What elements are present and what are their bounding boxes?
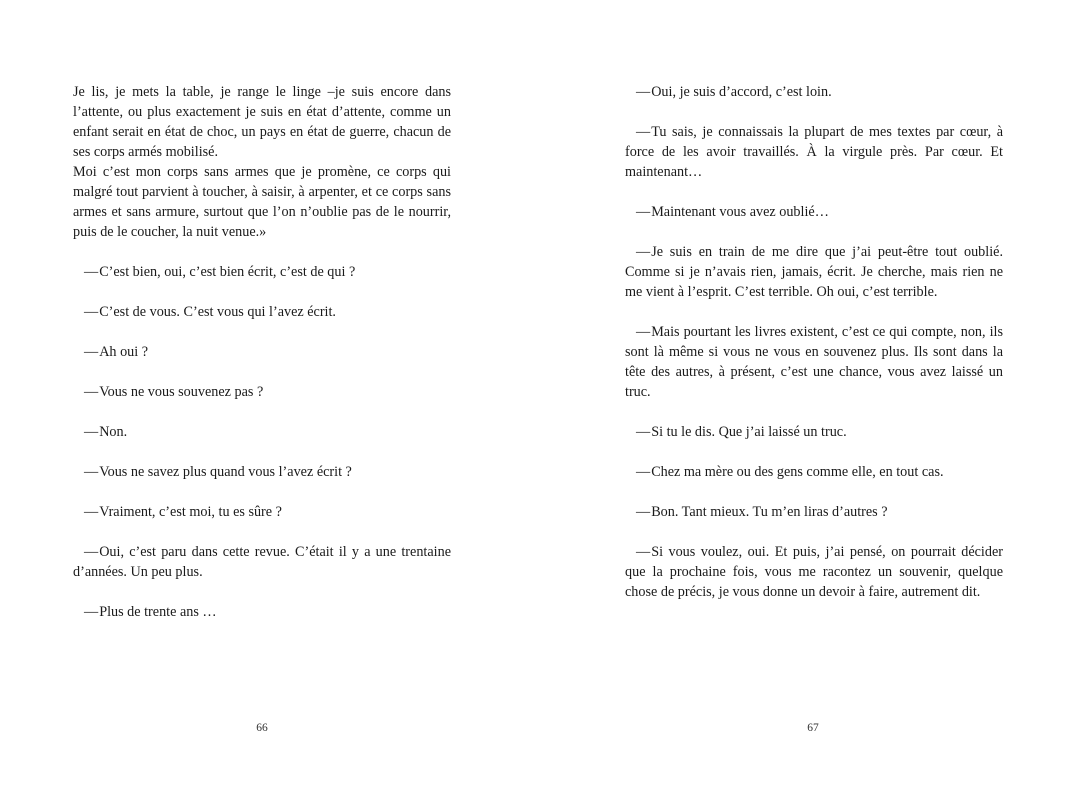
dialogue-line (73, 342, 451, 362)
dialogue-line (625, 82, 1003, 102)
dialogue-text: Bon. Tant mieux. Tu m’en liras d’autres ? (651, 504, 888, 520)
em-dash: — (636, 464, 651, 480)
em-dash: — (636, 504, 651, 520)
dialogue-line (625, 322, 1003, 402)
em-dash: — (636, 544, 651, 560)
dialogue-text: Oui, c’est paru dans cette revue. C’était il y a une trentaine d’années. Un peu plus. (73, 544, 451, 580)
narrative-paragraph: Moi c’est mon corps sans armes que je promène, ce corps qui malgré tout parvient à toucher, à saisir, à arpenter, et ce corps sans armes et sans armure, surtout que l’on n’oublie pas de le nourrir, puis de le coucher, la nuit venue.» (73, 164, 451, 240)
dialogue-line (625, 542, 1003, 602)
dialogue-text: Vous ne vous souvenez pas ? (99, 384, 264, 400)
dialogue-text: Oui, je suis d’accord, c’est loin. (651, 84, 832, 100)
em-dash: — (84, 304, 99, 320)
em-dash: — (636, 424, 651, 440)
em-dash: — (84, 264, 99, 280)
dialogue-line (625, 422, 1003, 442)
em-dash: — (636, 124, 651, 140)
em-dash: — (84, 424, 99, 440)
em-dash: — (636, 204, 651, 220)
dialogue-line (625, 242, 1003, 302)
em-dash: — (84, 344, 99, 360)
dialogue-text: Vraiment, c’est moi, tu es sûre ? (99, 504, 282, 520)
dialogue-line (625, 462, 1003, 482)
dialogue-text: C’est de vous. C’est vous qui l’avez écrit. (99, 304, 336, 320)
dialogue-line (73, 262, 451, 282)
em-dash: — (84, 384, 99, 400)
em-dash: — (84, 544, 99, 560)
dialogue-line (73, 422, 451, 442)
em-dash: — (636, 84, 651, 100)
dialogue-text: C’est bien, oui, c’est bien écrit, c’est de qui ? (99, 264, 356, 280)
dialogue-text: Si vous voulez, oui. Et puis, j’ai pensé, on pourrait décider que la prochaine fois, vous me racontez un souvenir, quelque chose de précis, je vous donne un devoir à faire, autrement dit. (625, 544, 1003, 600)
page-number-right: 67 (807, 722, 819, 734)
dialogue-line (73, 542, 451, 582)
left-page-text (73, 82, 451, 622)
dialogue-line (73, 302, 451, 322)
em-dash: — (84, 464, 99, 480)
dialogue-text: Je suis en train de me dire que j’ai peut-être tout oublié. Comme si je n’avais rien, jamais, écrit. Je cherche, mais rien ne me vient à l’esprit. C’est terrible. Oh oui, c’est terrible. (625, 244, 1003, 300)
dialogue-line (73, 602, 451, 622)
em-dash: — (636, 244, 651, 260)
em-dash: — (84, 504, 99, 520)
dialogue-line (625, 502, 1003, 522)
dialogue-line (73, 382, 451, 402)
dialogue-text: Ah oui ? (99, 344, 149, 360)
right-page-text (625, 82, 1003, 602)
dialogue-line (73, 462, 451, 482)
dialogue-text: Maintenant vous avez oublié… (651, 204, 829, 220)
em-dash: — (84, 604, 99, 620)
em-dash: — (636, 324, 651, 340)
dialogue-text: Plus de trente ans … (99, 604, 217, 620)
dialogue-text: Chez ma mère ou des gens comme elle, en tout cas. (651, 464, 944, 480)
dialogue-text: Non. (99, 424, 128, 440)
dialogue-text: Si tu le dis. Que j’ai laissé un truc. (651, 424, 847, 440)
page-number-left: 66 (256, 722, 268, 734)
dialogue-line (625, 122, 1003, 182)
dialogue-text: Mais pourtant les livres existent, c’est ce qui compte, non, ils sont là même si vous ne vous en souvenez plus. Ils sont dans la tête des autres, à présent, c’est une chance, vous avez laissé un truc. (625, 324, 1003, 400)
dialogue-text: Tu sais, je connaissais la plupart de mes textes par cœur, à force de les avoir travaillés. À la virgule près. Par cœur. Et maintenant… (625, 124, 1003, 180)
narrative-paragraph: Je lis, je mets la table, je range le linge –je suis encore dans l’attente, ou plus exactement je suis en état d’attente, comme un enfant serait en état de choc, un pays en état de guerre, chacun de ses corps armés mobilisé. (73, 84, 451, 160)
dialogue-line (73, 502, 451, 522)
dialogue-text: Vous ne savez plus quand vous l’avez écrit ? (99, 464, 352, 480)
dialogue-line (625, 202, 1003, 222)
